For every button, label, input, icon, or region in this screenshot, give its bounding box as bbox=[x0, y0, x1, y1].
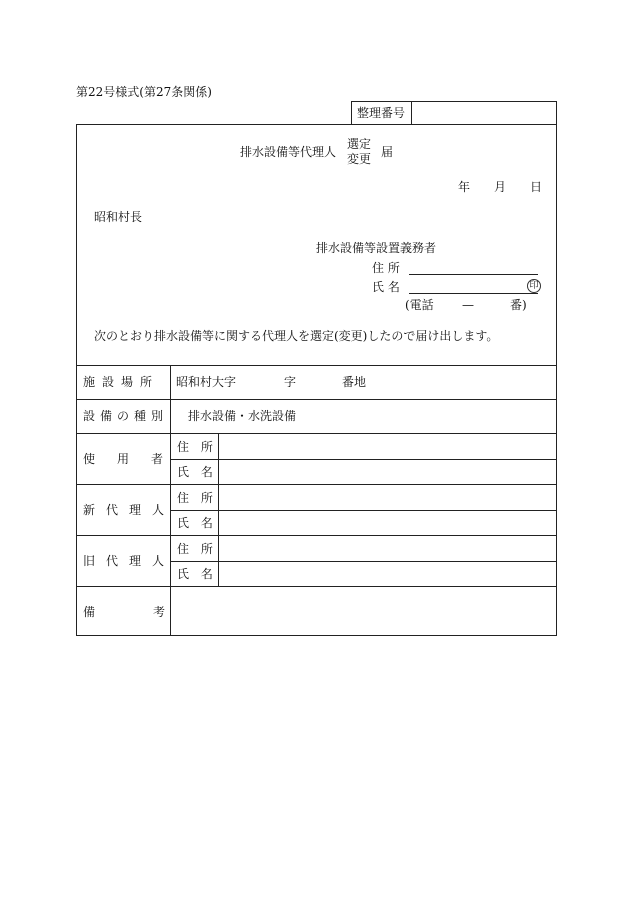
old-agent-label-text: 旧代理人 bbox=[83, 554, 176, 568]
user-address-label: 住 所 bbox=[177, 440, 217, 454]
location-village: 昭和村大字 bbox=[176, 375, 237, 389]
new-agent-name-label: 氏 名 bbox=[177, 516, 217, 530]
statement-text: 次のとおり排水設備等に関する代理人を選定(変更)したので届け出します。 bbox=[94, 329, 499, 343]
user-name-field[interactable] bbox=[219, 460, 556, 483]
phone-open: (電話 bbox=[405, 298, 434, 312]
location-label-text: 施設場所 bbox=[83, 375, 160, 389]
registration-divider bbox=[411, 101, 412, 125]
form-title: 排水設備等代理人 bbox=[240, 145, 337, 159]
equipment-type-label bbox=[83, 409, 169, 423]
date-year-label: 年 bbox=[458, 180, 471, 194]
applicant-address-label: 住 所 bbox=[372, 261, 400, 275]
date-month-label: 月 bbox=[494, 180, 507, 194]
registration-number-label: 整理番号 bbox=[357, 106, 406, 120]
new-agent-label-text: 新代理人 bbox=[83, 503, 176, 517]
applicant-name-line[interactable] bbox=[409, 293, 538, 294]
date-day-label: 日 bbox=[530, 180, 543, 194]
title-suffix: 届 bbox=[381, 145, 394, 159]
addressee: 昭和村長 bbox=[94, 210, 143, 224]
new-agent-address-field[interactable] bbox=[219, 485, 556, 509]
equipment-type-value: 排水設備・水洗設備 bbox=[188, 409, 297, 423]
location-label bbox=[83, 376, 164, 388]
user-address-field[interactable] bbox=[219, 434, 556, 458]
new-agent-label bbox=[83, 503, 176, 517]
row-line-1 bbox=[76, 399, 557, 400]
location-aza: 字 bbox=[284, 375, 297, 389]
equipment-type-label-text: 設備の種別 bbox=[83, 409, 169, 423]
applicant-address-line[interactable] bbox=[409, 274, 538, 275]
old-agent-name-label: 氏 名 bbox=[177, 567, 217, 581]
remarks-field[interactable] bbox=[171, 587, 556, 635]
seal-icon: 印 bbox=[527, 279, 541, 293]
location-banchi: 番地 bbox=[342, 375, 367, 389]
form-number: 第22号様式(第27条関係) bbox=[76, 85, 212, 99]
title-option-select: 選定 bbox=[347, 137, 372, 151]
new-agent-name-field[interactable] bbox=[219, 511, 556, 534]
new-agent-address-label: 住 所 bbox=[177, 491, 217, 505]
remarks-label-text: 備考 bbox=[83, 605, 224, 619]
user-label-text: 使用者 bbox=[83, 452, 186, 466]
old-agent-label bbox=[83, 554, 176, 568]
applicant-name-label: 氏 名 bbox=[372, 280, 400, 294]
phone-close: 番) bbox=[510, 298, 527, 312]
table-top-line bbox=[76, 365, 557, 366]
old-agent-address-label: 住 所 bbox=[177, 542, 217, 556]
remarks-label bbox=[83, 605, 224, 619]
old-agent-address-field[interactable] bbox=[219, 536, 556, 560]
user-label bbox=[83, 452, 186, 466]
old-agent-name-field[interactable] bbox=[219, 562, 556, 585]
phone-dash: — bbox=[462, 298, 474, 312]
title-option-change: 変更 bbox=[347, 152, 372, 166]
user-name-label: 氏 名 bbox=[177, 465, 217, 479]
applicant-role-label: 排水設備等設置義務者 bbox=[316, 241, 437, 255]
